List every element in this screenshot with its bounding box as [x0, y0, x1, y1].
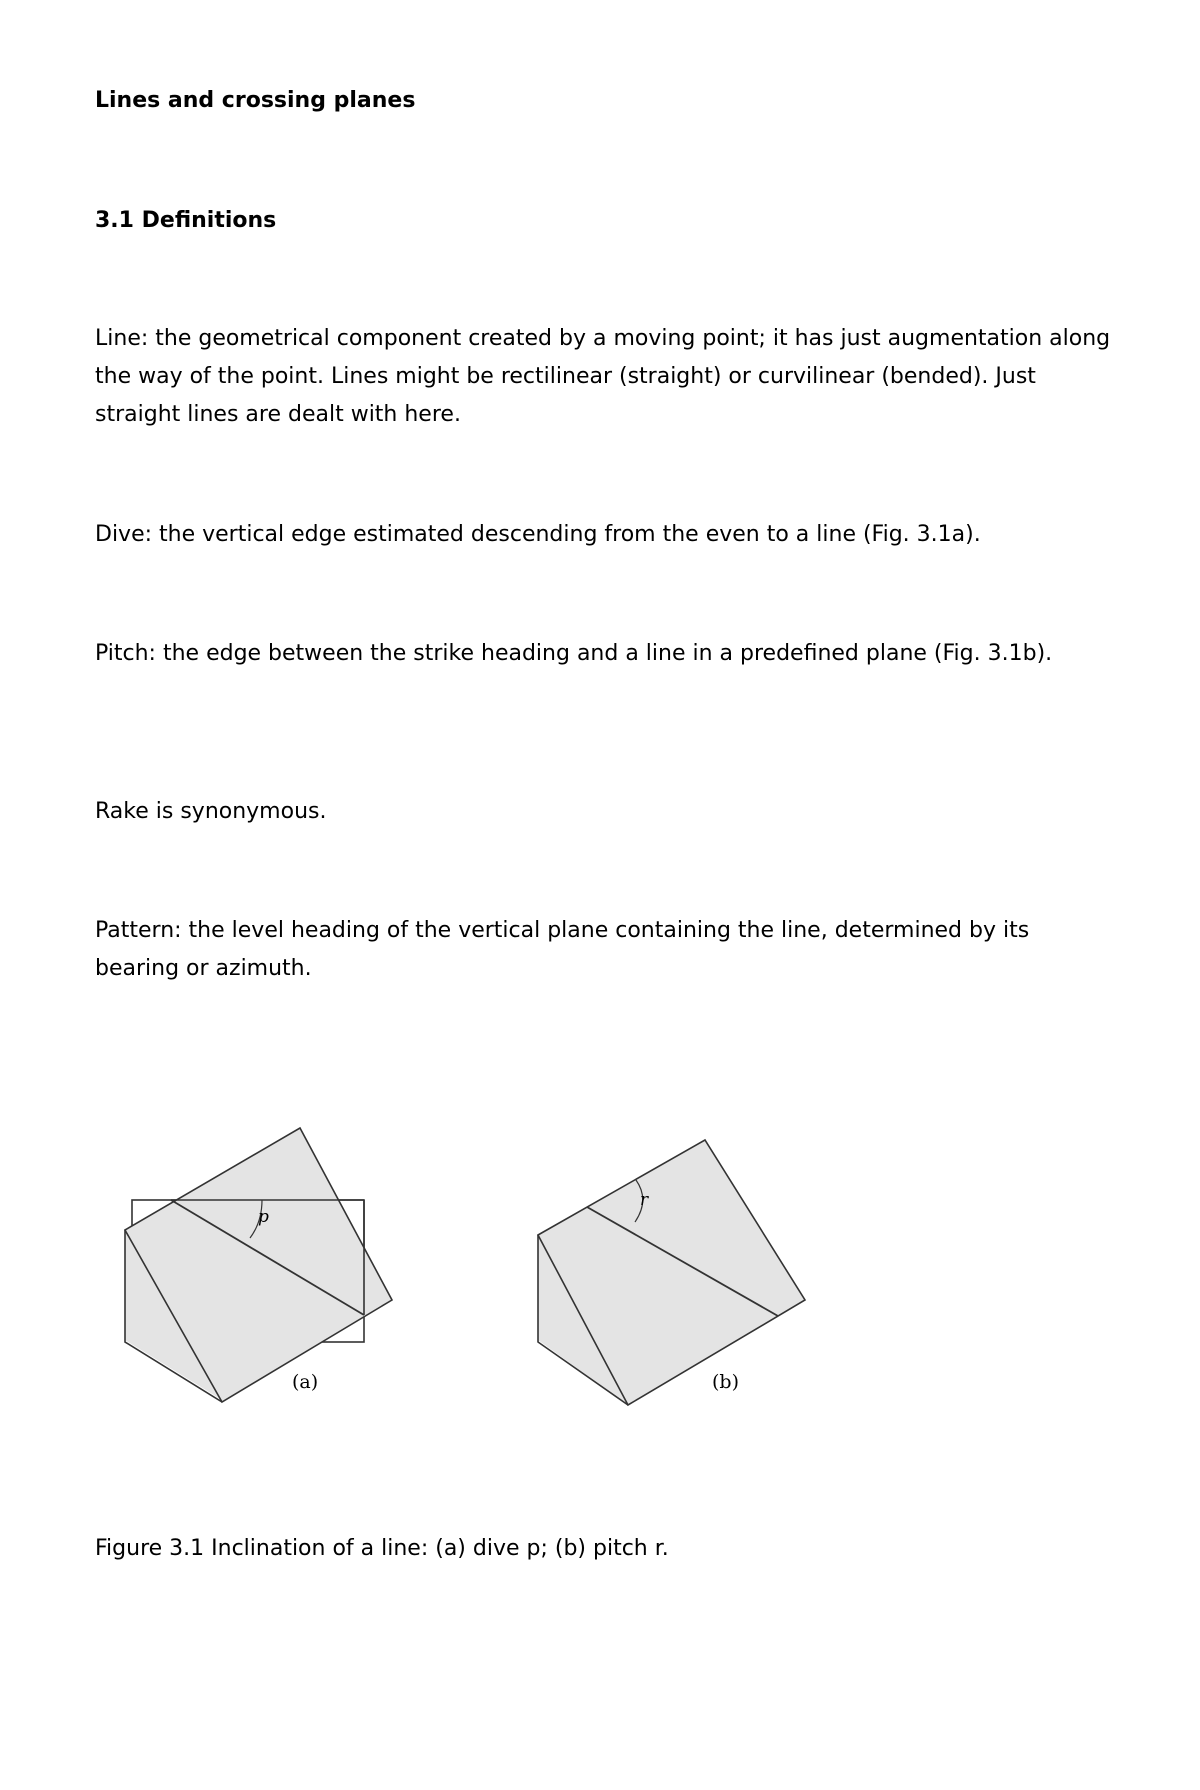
- paragraph-pitch-definition: Pitch: the edge between the strike heading and a line in a predefined plane (Fig. 3.1b).: [95, 641, 1053, 666]
- panel-b-label: (b): [712, 1371, 739, 1393]
- paragraph-dive-definition: Dive: the vertical edge estimated descending from the even to a line (Fig. 3.1a).: [95, 522, 981, 547]
- angle-symbol-b: r: [640, 1190, 649, 1210]
- figure-3-1-drawing: [110, 1110, 830, 1420]
- section-heading: 3.1 Definitions: [95, 208, 277, 233]
- figure-3-1: [110, 1110, 830, 1420]
- figure-panel-b: [538, 1140, 805, 1405]
- figure-caption: Figure 3.1 Inclination of a line: (a) dive p; (b) pitch r.: [95, 1536, 669, 1561]
- paragraph-rake-note: Rake is synonymous.: [95, 799, 327, 824]
- angle-symbol-a: p: [258, 1207, 269, 1227]
- document-title: Lines and crossing planes: [95, 88, 416, 113]
- figure-panel-a: [125, 1128, 392, 1402]
- paragraph-line-definition: Line: the geometrical component created by a moving point; it has just augmentation along the way of the point. Lines might be rectilinear (straight) or curvilinear (bended). Just straight lines are dealt with here.: [95, 326, 1111, 427]
- paragraph-pattern-definition: Pattern: the level heading of the vertical plane containing the line, determined by its bearing or azimuth.: [95, 918, 1030, 981]
- panel-a-label: (a): [292, 1371, 319, 1393]
